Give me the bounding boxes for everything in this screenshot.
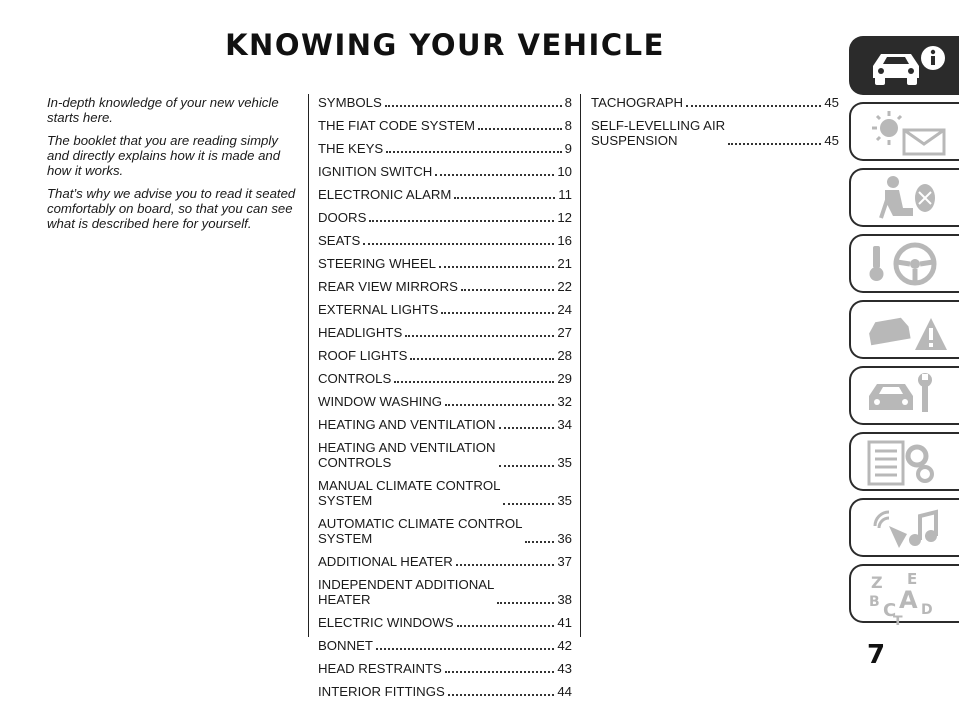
- dot-leader: [525, 540, 554, 543]
- dot-leader: [448, 693, 555, 696]
- dot-leader: [478, 127, 562, 130]
- toc-entry[interactable]: [318, 95, 572, 110]
- toc-entry-title: TACHOGRAPH: [591, 95, 684, 110]
- toc-entry-title: BONNET: [318, 638, 373, 653]
- dot-leader: [461, 288, 554, 291]
- dot-leader: [499, 426, 555, 429]
- toc-entry-page: 28: [557, 348, 572, 363]
- toc-entry-title: WINDOW WASHING: [318, 394, 443, 409]
- page-number: 7: [867, 640, 886, 670]
- dot-leader: [439, 265, 554, 268]
- toc-entry[interactable]: [318, 661, 572, 676]
- toc-entry-page: 24: [557, 302, 572, 317]
- toc-entry[interactable]: [318, 371, 572, 386]
- toc-entry[interactable]: [318, 118, 572, 133]
- toc-entry[interactable]: [318, 325, 572, 340]
- tab-index[interactable]: [849, 564, 959, 623]
- car-wrench-icon: [859, 372, 954, 422]
- seat-airbag-icon: [859, 174, 954, 224]
- toc-entry-title: ROOF LIGHTS: [318, 348, 408, 363]
- tab-starting-driving[interactable]: [849, 234, 959, 293]
- dot-leader: [456, 563, 555, 566]
- toc-entry-title: ADDITIONAL HEATER: [318, 554, 453, 569]
- toc-entry[interactable]: [318, 141, 572, 156]
- toc-entry[interactable]: [318, 279, 572, 294]
- dot-leader: [435, 173, 554, 176]
- toc-entry-page: 8: [564, 118, 572, 133]
- dot-leader: [405, 334, 554, 337]
- index-letter: Z: [871, 573, 883, 592]
- dot-leader: [686, 104, 821, 107]
- dot-leader: [497, 601, 554, 604]
- dot-leader: [445, 670, 554, 673]
- column-divider: [308, 94, 309, 637]
- toc-entry-title: THE KEYS: [318, 141, 384, 156]
- dot-leader: [394, 380, 554, 383]
- toc-entry[interactable]: [318, 187, 572, 202]
- toc-entry[interactable]: [591, 95, 839, 110]
- toc-entry-page: 29: [557, 371, 572, 386]
- toc-entry[interactable]: [318, 302, 572, 317]
- index-letter: B: [869, 594, 880, 610]
- toc-entry-page: 12: [557, 210, 572, 225]
- dot-leader: [445, 403, 554, 406]
- dot-leader: [441, 311, 554, 314]
- toc-entry-title: EXTERNAL LIGHTS: [318, 302, 439, 317]
- toc-entry-page: 34: [557, 417, 572, 432]
- tab-knowing-your-vehicle[interactable]: [849, 36, 959, 95]
- toc-entry-title: REAR VIEW MIRRORS: [318, 279, 458, 294]
- toc-entry-title: SELF-LEVELLING AIR SUSPENSION: [591, 118, 726, 148]
- toc-column-2: [591, 95, 839, 156]
- toc-entry-page: 35: [557, 455, 572, 470]
- dot-leader: [369, 219, 554, 222]
- toc-entry-title: ELECTRIC WINDOWS: [318, 615, 454, 630]
- toc-entry-page: 38: [557, 592, 572, 607]
- toc-entry-title: IGNITION SWITCH: [318, 164, 433, 179]
- toc-entry-page: 8: [564, 95, 572, 110]
- index-letter: E: [907, 570, 918, 588]
- dot-leader: [363, 242, 554, 245]
- intro-paragraph: In-depth knowledge of your new vehicle starts here.: [47, 95, 279, 125]
- toc-entry-title: MANUAL CLIMATE CONTROL SYSTEM: [318, 478, 501, 508]
- tab-multimedia[interactable]: [849, 498, 959, 557]
- chapter-tabs: [849, 36, 960, 630]
- dot-leader: [499, 464, 555, 467]
- dot-leader: [503, 502, 554, 505]
- toc-entry[interactable]: [318, 684, 572, 699]
- index-letter: C: [883, 600, 897, 621]
- toc-entry[interactable]: [318, 638, 572, 653]
- toc-entry-title: INTERIOR FITTINGS: [318, 684, 445, 699]
- toc-entry-title: INDEPENDENT ADDITIONAL HEATER: [318, 577, 495, 607]
- toc-entry-page: 16: [557, 233, 572, 248]
- toc-entry-title: ELECTRONIC ALARM: [318, 187, 452, 202]
- intro-paragraph: That’s why we advise you to read it seated comfortably on board, so that you can see what is described here for yourself.: [47, 186, 296, 231]
- toc-entry[interactable]: [318, 210, 572, 225]
- intro-paragraph: The booklet that you are reading simply and directly explains how it is made and how it works.: [47, 133, 281, 178]
- toc-entry[interactable]: [318, 615, 572, 630]
- list-gears-icon: [859, 438, 954, 488]
- toc-entry-page: 44: [557, 684, 572, 699]
- toc-entry-page: 9: [564, 141, 572, 156]
- toc-entry-page: 35: [557, 493, 572, 508]
- index-letter: A: [899, 586, 918, 614]
- column-divider: [580, 94, 581, 637]
- toc-entry-page: 27: [557, 325, 572, 340]
- toc-entry-title: CONTROLS: [318, 371, 392, 386]
- toc-entry-title: SEATS: [318, 233, 361, 248]
- toc-entry[interactable]: [591, 118, 839, 148]
- toc-entry-page: 41: [557, 615, 572, 630]
- toc-entry[interactable]: [318, 394, 572, 409]
- page-title: KNOWING YOUR VEHICLE: [225, 28, 665, 62]
- toc-entry-page: 37: [557, 554, 572, 569]
- toc-entry-page: 32: [557, 394, 572, 409]
- toc-entry[interactable]: [318, 478, 572, 508]
- index-letter: D: [921, 602, 933, 618]
- toc-entry-title: HEAD RESTRAINTS: [318, 661, 442, 676]
- toc-entry[interactable]: [318, 516, 572, 546]
- tab-technical-specifications[interactable]: [849, 432, 959, 491]
- toc-entry[interactable]: [318, 554, 572, 569]
- toc-column-1: [318, 95, 572, 707]
- multimedia-music-icon: [859, 504, 954, 554]
- index-letter: T: [893, 614, 903, 625]
- toc-entry-title: DOORS: [318, 210, 367, 225]
- toc-entry-page: 22: [557, 279, 572, 294]
- toc-entry-title: HEADLIGHTS: [318, 325, 403, 340]
- toc-entry-page: 21: [557, 256, 572, 271]
- car-info-icon: [859, 42, 954, 92]
- toc-entry[interactable]: [318, 417, 572, 432]
- toc-entry-title: HEATING AND VENTILATION: [318, 417, 496, 432]
- toc-entry[interactable]: [318, 233, 572, 248]
- toc-entry-page: 36: [557, 531, 572, 546]
- dot-leader: [410, 357, 554, 360]
- warning-light-envelope-icon: [859, 108, 954, 158]
- car-crash-warning-icon: [859, 306, 954, 356]
- toc-entry-title: STEERING WHEEL: [318, 256, 436, 271]
- dot-leader: [376, 647, 554, 650]
- tab-knowing-instrument-panel[interactable]: [849, 102, 959, 161]
- intro-text: [47, 95, 300, 239]
- toc-entry-title: THE FIAT CODE SYSTEM: [318, 118, 476, 133]
- dot-leader: [457, 624, 555, 627]
- toc-entry[interactable]: [318, 577, 572, 607]
- toc-entry[interactable]: [318, 348, 572, 363]
- dot-leader: [728, 142, 821, 145]
- toc-entry-title: AUTOMATIC CLIMATE CONTROL SYSTEM: [318, 516, 523, 546]
- toc-entry[interactable]: [318, 164, 572, 179]
- key-steering-wheel-icon: [859, 240, 954, 290]
- dot-leader: [454, 196, 555, 199]
- toc-entry[interactable]: [318, 440, 572, 470]
- toc-entry-page: 10: [557, 164, 572, 179]
- toc-entry-title: SYMBOLS: [318, 95, 382, 110]
- tab-in-an-emergency[interactable]: [849, 300, 959, 359]
- alphabet-index-icon: [859, 570, 954, 625]
- tab-servicing-care[interactable]: [849, 366, 959, 425]
- toc-entry-title: HEATING AND VENTILATION CONTROLS: [318, 440, 496, 470]
- toc-entry-page: 11: [558, 187, 572, 202]
- toc-entry[interactable]: [318, 256, 572, 271]
- dot-leader: [385, 104, 562, 107]
- toc-entry-page: 45: [824, 95, 839, 110]
- toc-entry-page: 45: [824, 133, 839, 148]
- tab-safety[interactable]: [849, 168, 959, 227]
- dot-leader: [386, 150, 561, 153]
- toc-entry-page: 43: [557, 661, 572, 676]
- toc-entry-page: 42: [557, 638, 572, 653]
